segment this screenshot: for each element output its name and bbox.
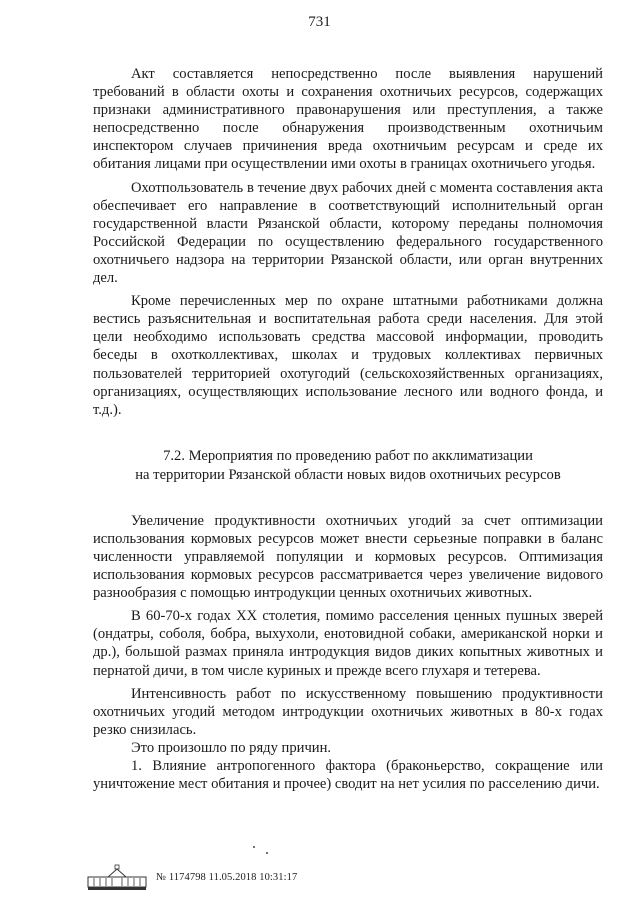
paragraph-productivity: Увеличение продуктивности охотничьих угодий за счет оптимизации использования кормовых ресурсов может внести серьезные поправки в баланс численности управляемой популяции и кормовых ресурсов. Оптимизация использования кормовых ресурсов рассматривается через увеличение видового разнообразия с помощью интродукции ценных охотничьих животных. [93, 512, 603, 602]
document-id: № 1174798 11.05.2018 10:31:17 [156, 871, 298, 883]
paragraph-act-drawn-up: Акт составляется непосредственно после выявления нарушений требований в области охоты и сохранения охотничьих ресурсов, содержащих признаки административного правонарушения или преступления, а также непосредственно после обнаружения производственным охотничьим инспектором случаев причинения вреда охотничьим ресурсам и среде их обитания лицами при осуществлении ими охоты в границах охотничьего угодья. [93, 66, 603, 173]
paragraph-history: В 60-70-х годах XX столетия, помимо расселения ценных пушных зверей (ондатры, соболя, бобра, выхухоли, енотовидной собаки, американской норки и др.), большой размах приняла интродукция видов диких копытных животных и пернатой дичи, в том числе куриных и прежде всего глухаря и тетерева. [93, 608, 603, 679]
paragraph-reason-1: 1. Влияние антропогенного фактора (браконьерство, сокращение или уничтожение мест обитания и прочее) сводит на нет усилия по расселению дичи. [93, 758, 603, 793]
paragraph-intensity: Интенсивность работ по искусственному повышению продуктивности охотничьих угодий методом интродукции охотничьих животных в 80-х годах резко снизилась. [93, 685, 603, 738]
paragraph-reasons: Это произошло по ряду причин. [131, 739, 332, 756]
footer [86, 862, 297, 892]
section-heading-line-1: 7.2. Мероприятия по проведению работ по акклиматизации [163, 447, 533, 464]
section-heading [93, 447, 603, 485]
scan-speck [253, 846, 255, 848]
paragraph-educational-work: Кроме перечисленных мер по охране штатными работниками должна вестись разъяснительная и воспитательная работа среди населения. Для этой цели необходимо использовать средства массовой информации, проводить беседы в охотколлективах, школах и трудовых коллективах первичных пользователей территорией охотугодий (сельскохозяйственных организациях, организациях, осуществляющих использование лесного или водного фонда, и т.д.). [93, 293, 603, 418]
page-number: 731 [308, 14, 331, 30]
building-stamp-icon [86, 863, 148, 891]
section-heading-line-2: на территории Рязанской области новых видов охотничьих ресурсов [135, 466, 561, 483]
scan-speck [266, 852, 268, 854]
paragraph-hunting-user: Охотпользователь в течение двух рабочих дней с момента составления акта обеспечивает его направление в соответствующий исполнительный орган государственной власти Рязанской области, которому переданы полномочия Российской Федерации по осуществлению федерального государственного охотничьего надзора на территории Рязанской области, или орган внутренних дел. [93, 179, 603, 287]
document-body [93, 65, 603, 793]
